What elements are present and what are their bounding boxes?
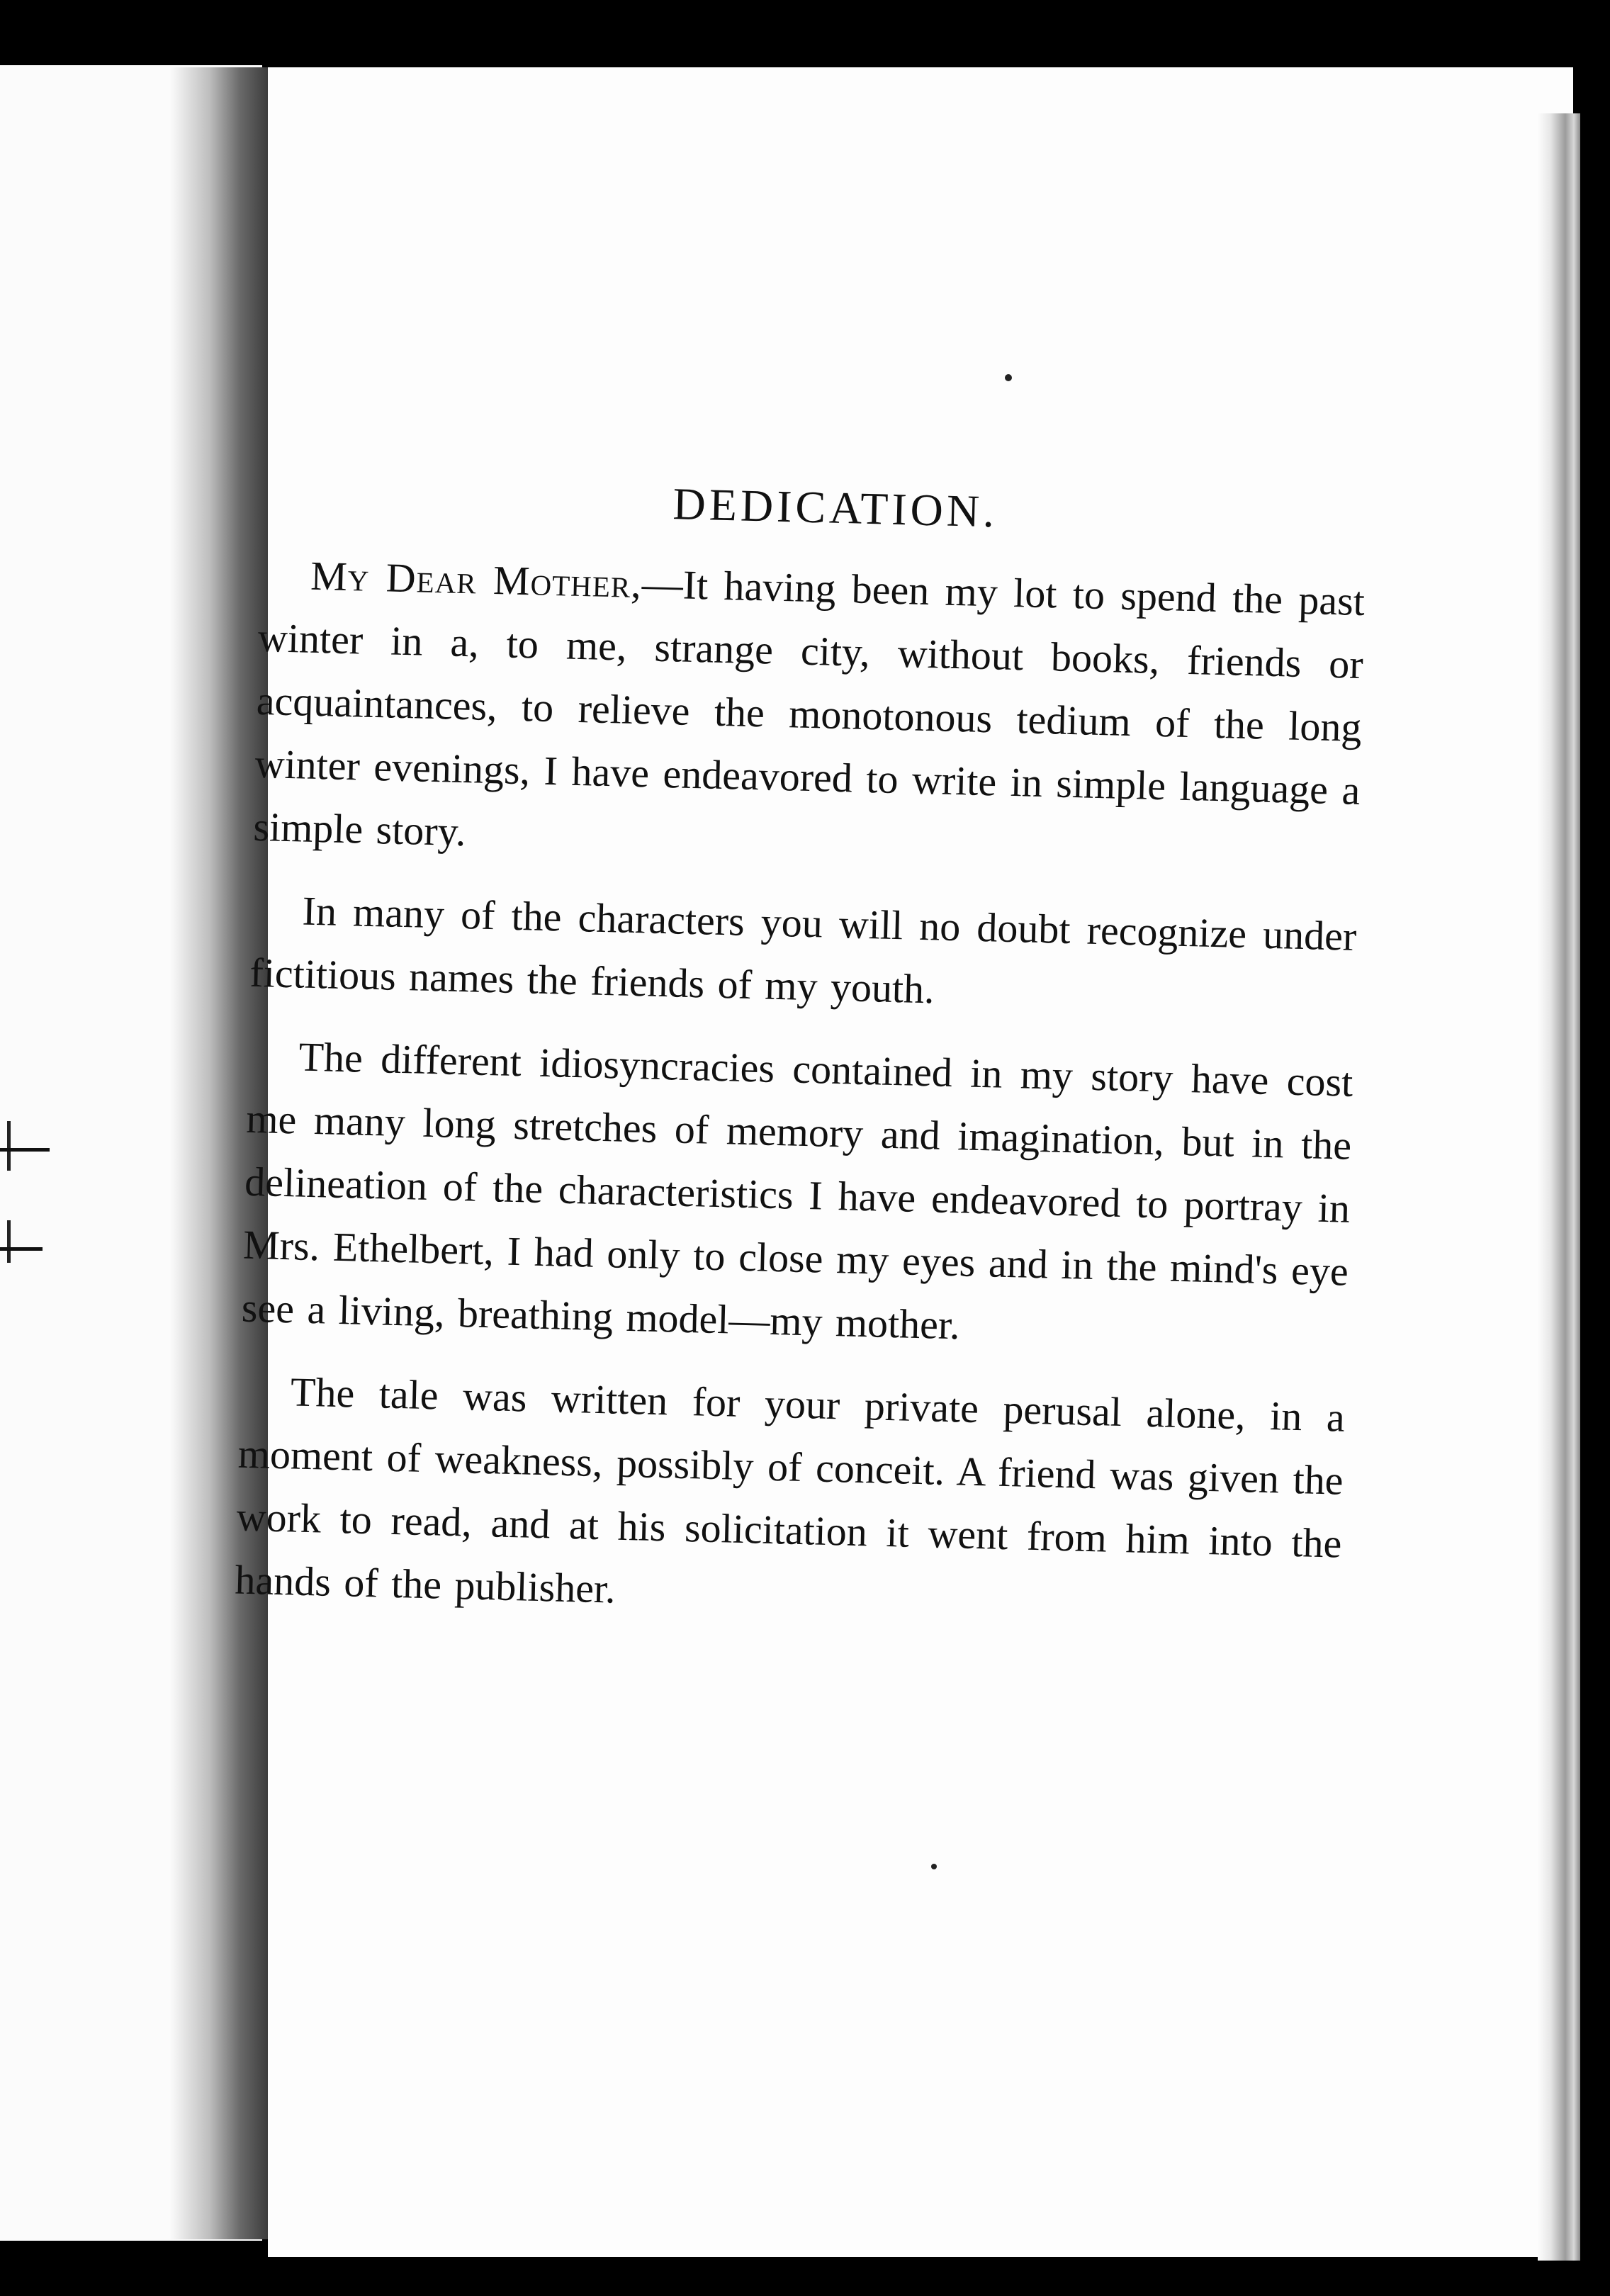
left-page-mark — [7, 1121, 11, 1171]
paragraph-text: —It having been my lot to spend the past winter in a, to me, strange city, without books, friends or acquaintances, to relieve the monotonous tedium of the long winter evenings, I have endeavored to write in simple language a simple story. — [252, 561, 1366, 855]
page-speck — [1005, 374, 1012, 381]
left-page-mark — [0, 1247, 43, 1251]
paragraph — [253, 543, 1366, 885]
salutation: My Dear Mother, — [310, 552, 643, 607]
left-page-mark — [7, 1220, 11, 1263]
paragraph: In many of the characters you will no doubt recognize under fictitious names the friends of my youth. — [249, 887, 1358, 1013]
page-edge — [1538, 113, 1580, 2261]
paragraph: The different idiosyncracies contained in my story have cost me many long stretches of memory and imagination, but in the delineation of the characteristics I have endeavored to portray in Mrs. Ethelbert, I had only to close my eyes and in the mind's eye see a living, breathing model—my mother. — [241, 1033, 1354, 1349]
left-page-mark — [0, 1148, 50, 1152]
page-speck — [931, 1864, 937, 1869]
paragraph: The tale was written for your private perusal alone, in a moment of weakness, possibly of conceit. A friend was given the work to read, and at his solicitation it went from him into the hands of the publisher. — [234, 1368, 1346, 1612]
dedication-text — [234, 468, 1368, 1658]
page-title: DEDICATION. — [672, 478, 998, 537]
